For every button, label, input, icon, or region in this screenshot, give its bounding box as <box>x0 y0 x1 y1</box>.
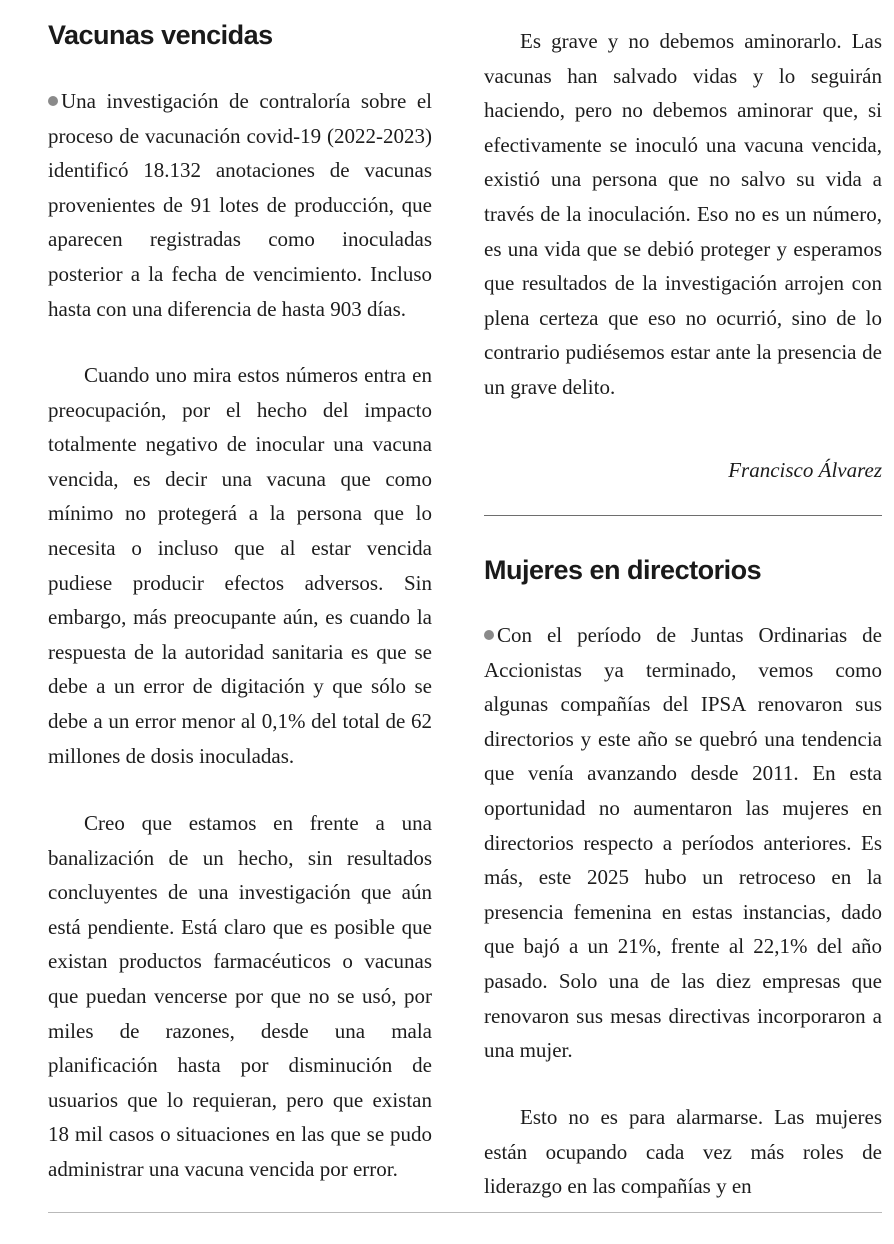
article1-paragraph-2: Cuando uno mira estos números entra en preocupación, por el hecho del impacto totalmente negativo de inocular una vacuna vencida, es decir una vacuna que como mínimo no protegerá a la persona que lo necesita o incluso que al estar vencida pudiese producir efectos adversos. Sin embargo, más preocupante aún, es cuando la respuesta de la autoridad sanitaria es que se debe a un error de digitación y que sólo se debe a un error menor al 0,1% del total de 62 millones de dosis inoculadas. <box>48 363 432 768</box>
article2-paragraph-2: Esto no es para alarmarse. Las mujeres están ocupando cada vez más roles de liderazgo en las compañías y en <box>484 1105 882 1199</box>
bottom-rule <box>48 1212 882 1213</box>
article1-paragraph-4: Es grave y no debemos aminorarlo. Las vacunas han salvado vidas y lo seguirán haciendo, pero no debemos aminorar que, si efectivamente se inoculó una vacuna vencida, existió una persona que no salvo su vida a través de la inoculación. Eso no es un número, es una vida que se debió proteger y esperamos que resultados de la investigación arrojen con plena certeza que eso no ocurrió, sino de lo contrario pudiésemos estar ante la presencia de un grave delito. <box>484 29 882 399</box>
article2-paragraph-1-text: Con el período de Juntas Ordinarias de Accionistas ya terminado, vemos como algunas compañías del IPSA renovaron sus directorios y este año se quebró una tendencia que venía avanzando desde 2011. En esta oportunidad no aumentaron las mujeres en directorios respecto a períodos anteriores. Es más, este 2025 hubo un retroceso en la presencia femenina en estas instancias, dado que bajó a un 21%, frente al 22,1% del año pasado. Solo una de las diez empresas que renovaron sus mesas directivas incorporaron a una mujer. <box>484 623 882 1063</box>
bullet-icon <box>484 630 494 640</box>
article1-author: Francisco Álvarez <box>728 458 882 482</box>
article1-paragraph-1 <box>48 84 432 326</box>
article1-paragraph-3: Creo que estamos en frente a una banalización de un hecho, sin resultados concluyentes de una investigación que aún está pendiente. Está claro que es posible que existan productos farmacéuticos o vacunas que puedan vencerse por que no se usó, por miles de razones, desde una mala planificación hasta por disminución de usuarios que lo requieran, pero que existan 18 mil casos o situaciones en las que se pudo administrar una vacuna vencida por error. <box>48 811 432 1181</box>
section-divider <box>484 515 882 516</box>
article1-title: Vacunas vencidas <box>48 20 273 50</box>
bullet-icon <box>48 96 58 106</box>
article2-title: Mujeres en directorios <box>484 555 762 585</box>
article2-paragraph-1 <box>484 618 882 1068</box>
article1-paragraph-1-text: Una investigación de contraloría sobre el proceso de vacunación covid-19 (2022-2023) identificó 18.132 anotaciones de vacunas provenientes de 91 lotes de producción, que aparecen registradas como inoculadas posterior a la fecha de vencimiento. Incluso hasta con una diferencia de hasta 903 días. <box>48 89 432 321</box>
